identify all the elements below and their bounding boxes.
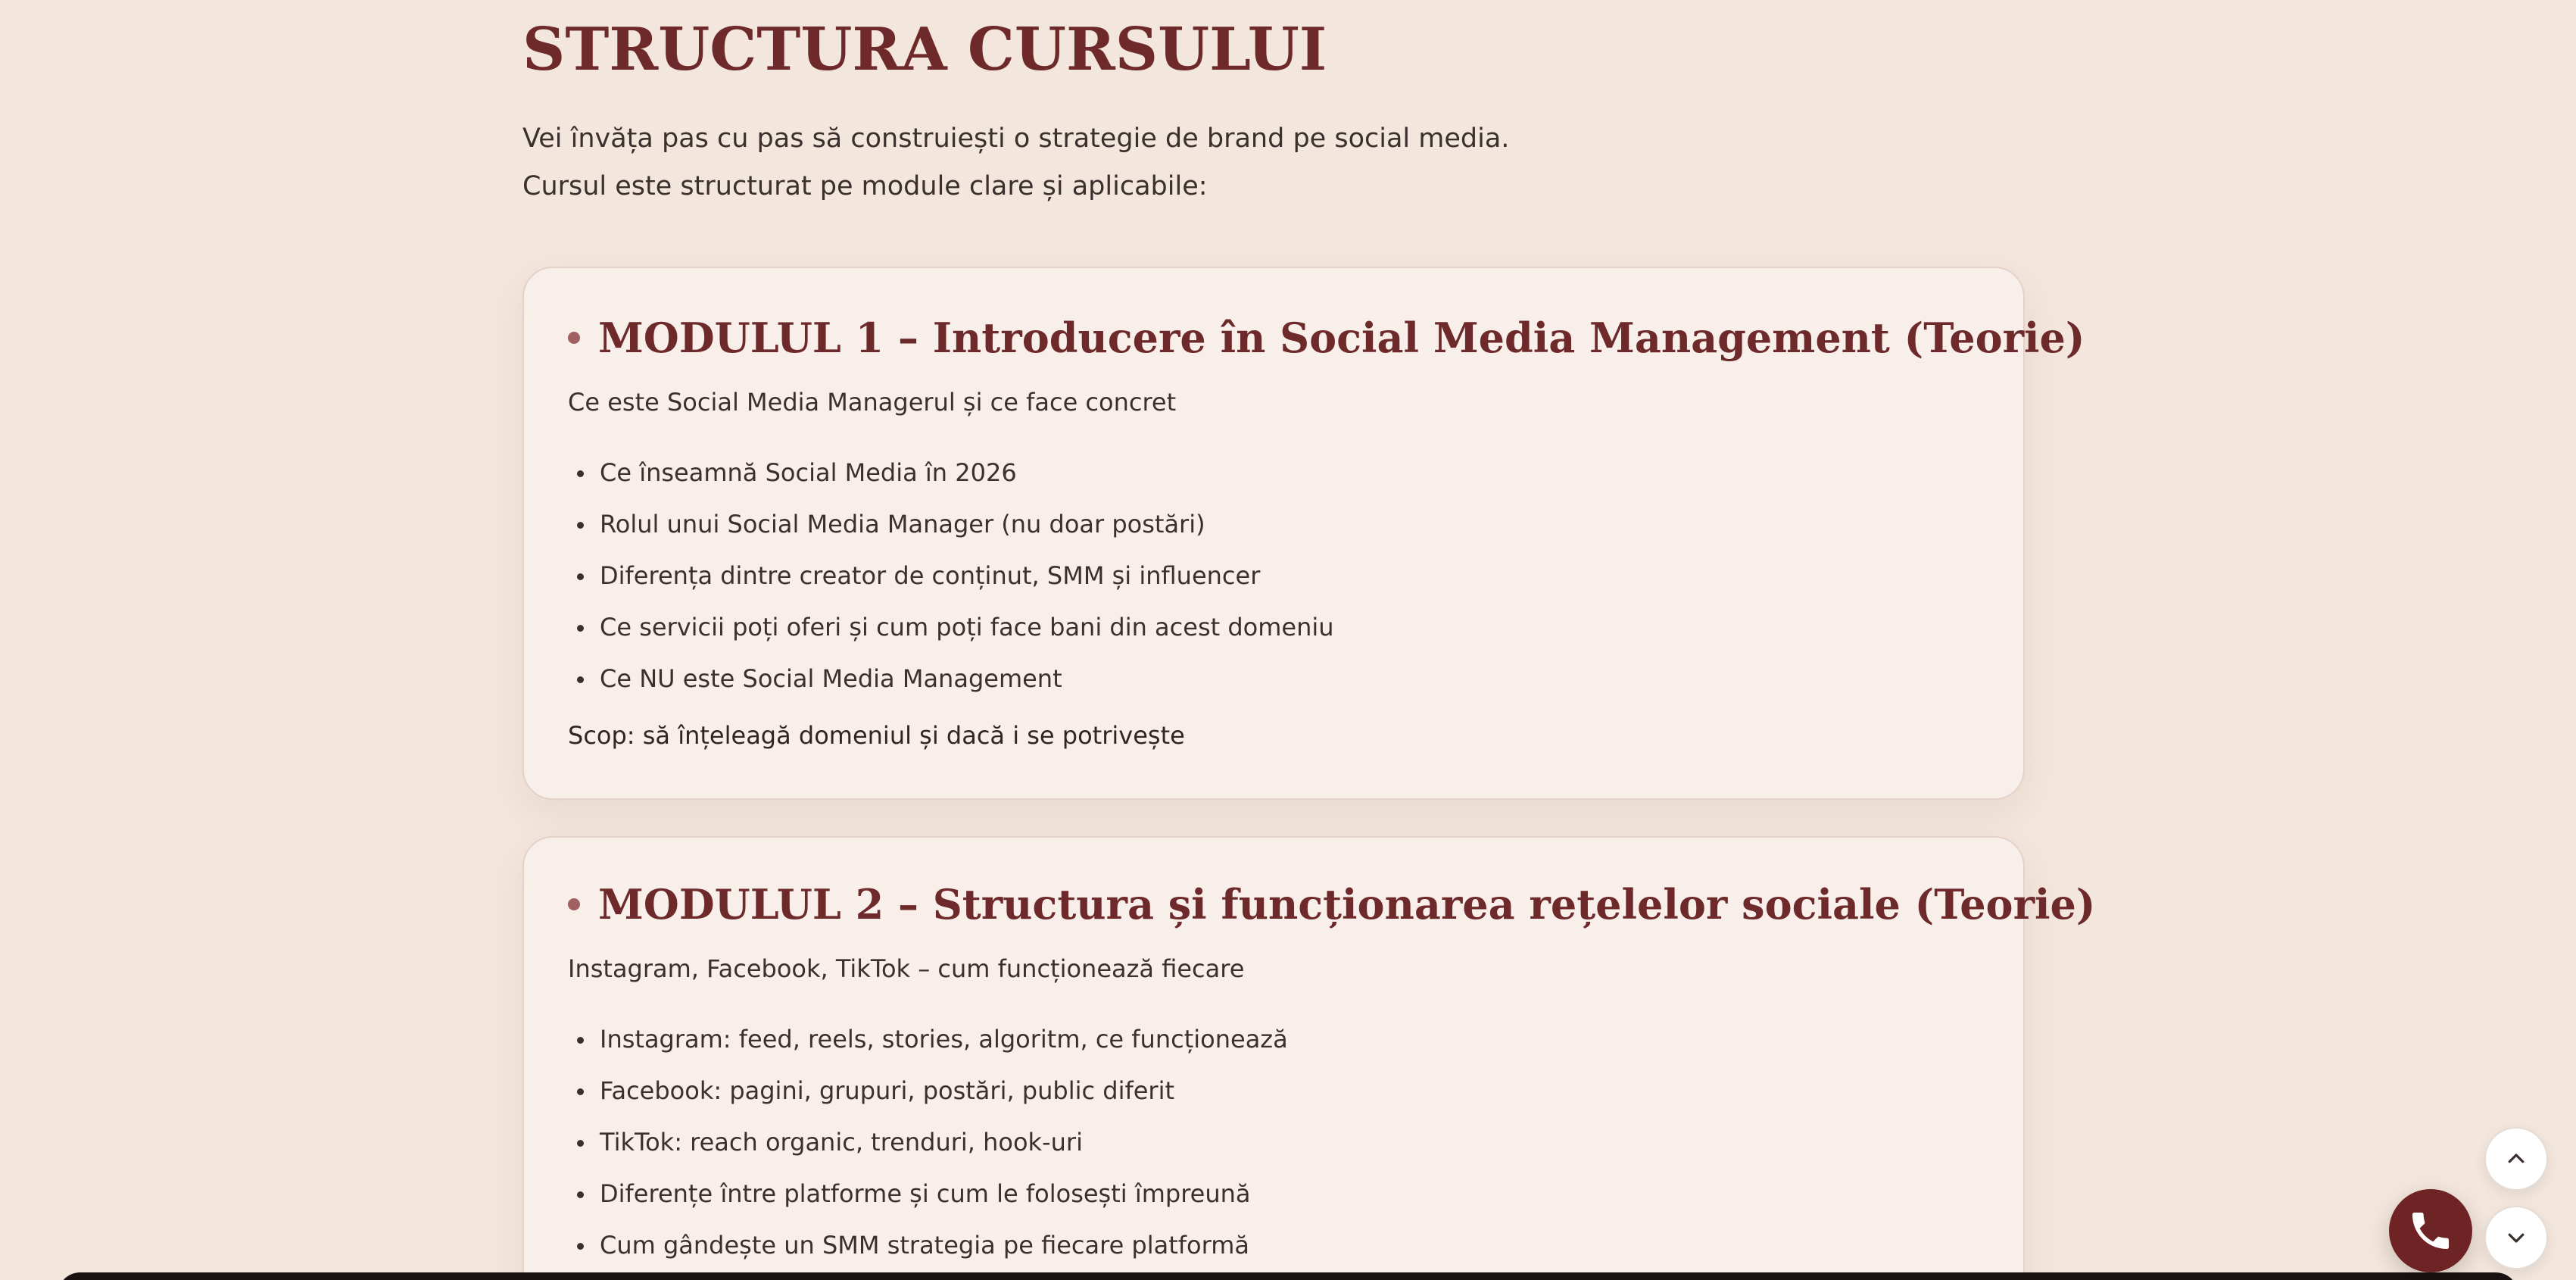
scroll-down-button[interactable] [2484, 1206, 2548, 1269]
module-title [568, 880, 2095, 929]
module-subtitle: Ce este Social Media Managerul și ce face concret [568, 388, 1177, 417]
page-title: STRUCTURA CURSULUI [522, 15, 1327, 84]
list-item: Ce NU este Social Media Management [574, 653, 1334, 704]
intro-line: Vei învăța pas cu pas să construiești o strategie de brand pe social media. [522, 123, 1510, 154]
list-item: Cum gândește un SMM strategia pe fiecare platformă [574, 1219, 1288, 1271]
module-title-text: MODULUL 1 – Introducere în Social Media Management (Teorie) [598, 314, 2085, 362]
list-item: Diferența dintre creator de conținut, SMM și influencer [574, 550, 1334, 601]
bullet-dot-icon [568, 898, 580, 910]
list-item: Diferențe între platforme și cum le folosești împreună [574, 1168, 1288, 1219]
intro-line: Cursul este structurat pe module clare și aplicabile: [522, 171, 1208, 201]
list-item: TikTok: reach organic, trenduri, hook-uri [574, 1116, 1288, 1168]
list-item: Ce înseamnă Social Media în 2026 [574, 447, 1334, 498]
chevron-down-icon [2505, 1226, 2528, 1249]
module-subtitle: Instagram, Facebook, TikTok – cum funcționează fiecare [568, 954, 1245, 983]
scroll-up-button[interactable] [2484, 1127, 2548, 1191]
module-item-list [574, 1013, 1288, 1271]
list-item: Instagram: feed, reels, stories, algoritm, ce funcționează [574, 1013, 1288, 1065]
chevron-up-icon [2505, 1147, 2528, 1170]
bullet-dot-icon [568, 332, 580, 344]
module-card-2 [522, 836, 2096, 1280]
list-item: Rolul unui Social Media Manager (nu doar postări) [574, 498, 1334, 550]
list-item: Ce servicii poți oferi și cum poți face bani din acest domeniu [574, 601, 1334, 653]
module-title [568, 314, 2085, 362]
section-intro [522, 115, 1509, 211]
module-item-list [574, 447, 1334, 704]
list-item: Facebook: pagini, grupuri, postări, public diferit [574, 1065, 1288, 1116]
bottom-bar [58, 1272, 2518, 1280]
call-button[interactable] [2389, 1189, 2472, 1272]
phone-icon [2406, 1207, 2455, 1255]
module-card-1 [522, 267, 2085, 800]
module-title-text: MODULUL 2 – Structura și funcționarea rețelelor sociale (Teorie) [598, 880, 2096, 929]
module-scope: Scop: să înțeleagă domeniul și dacă i se potrivește [568, 721, 1185, 750]
